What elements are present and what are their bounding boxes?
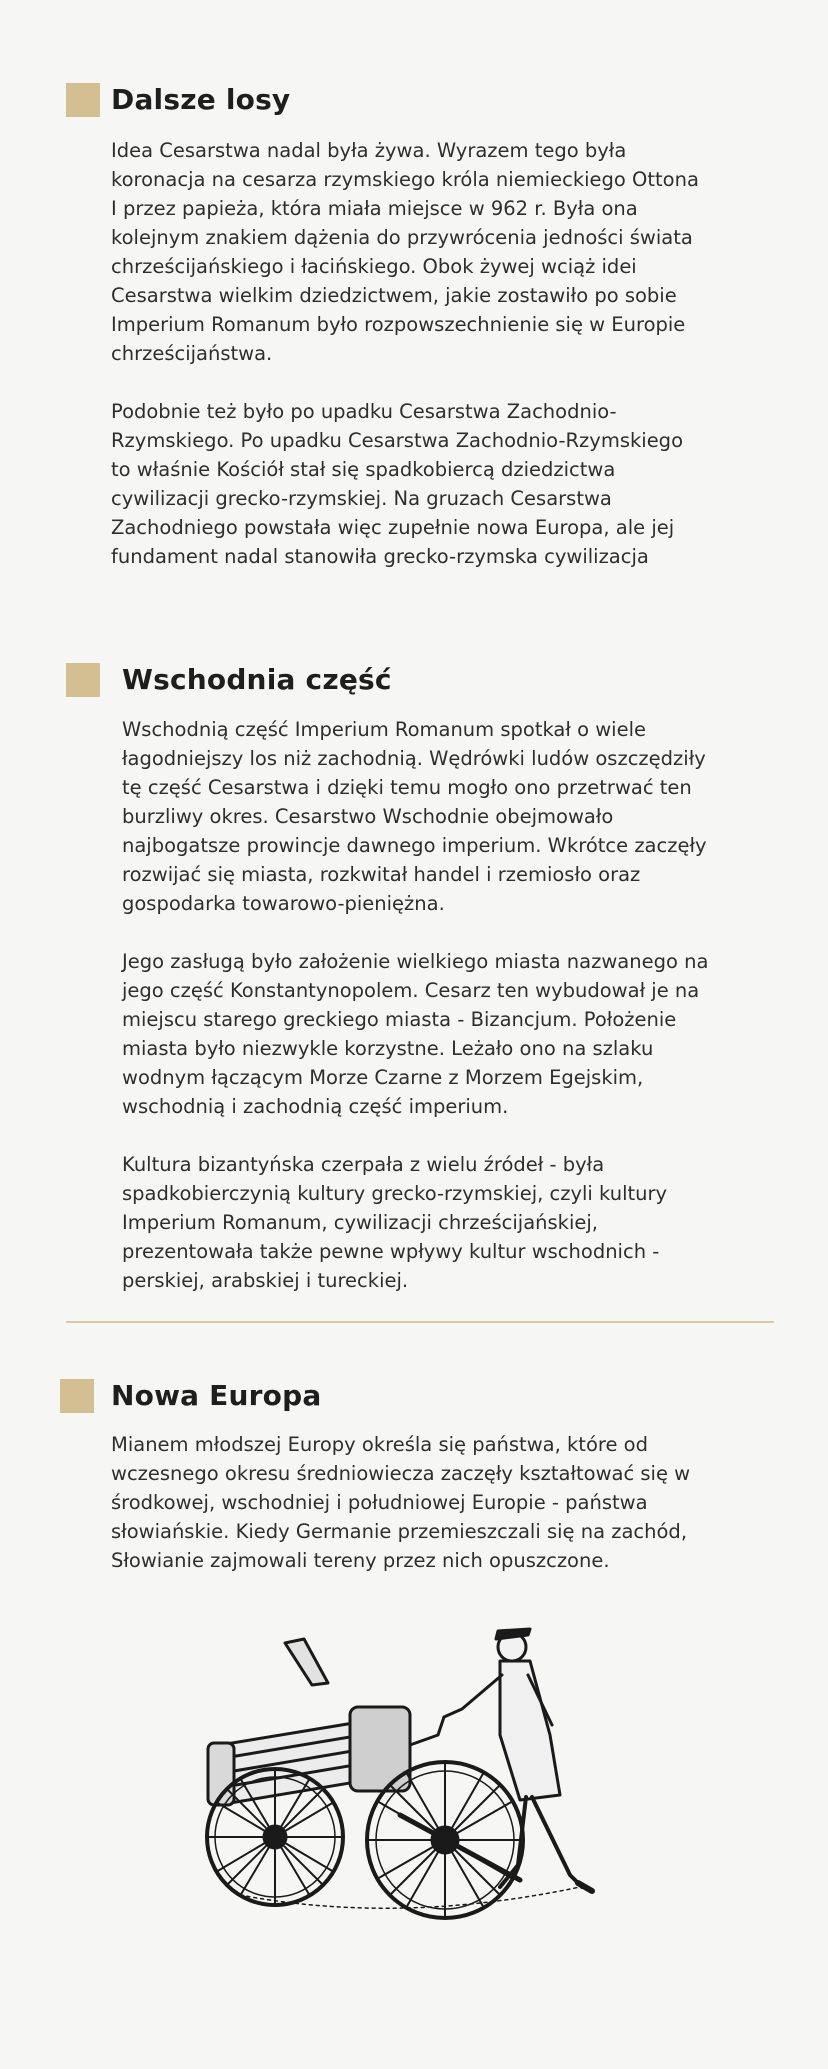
section-title: Nowa Europa [111, 1379, 322, 1412]
gatling-gun-illustration [200, 1625, 620, 1935]
paragraph: Jego zasługą było założenie wielkiego miasta nazwanego na jego część Konstantynopolem. Cesarz ten wybudował je na miejscu starego greckiego miasta - Bizancjum. Położenie miasta było niezwykle korzystne. Leżało ono na szlaku wodnym łączącym Morze Czarne z Morzem Egejskim, wschodnią i zachodnią część imperium. [122, 950, 709, 1118]
paragraph: Wschodnią część Imperium Romanum spotkał o wiele łagodniejszy los niż zachodnią. Wędrówki ludów oszczędziły tę część Cesarstwa i dzięki temu mogło ono przetrwać ten burzliwy okres. Cesarstwo Wschodnie obejmowało najbogatsze prowincje dawnego imperium. Wkrótce zaczęły rozwijać się miasta, rozkwitał handel i rzemiosło oraz gospodarka towarowo-pieniężna. [122, 718, 707, 915]
paragraph: Kultura bizantyńska czerpała z wielu źródeł - była spadkobierczynią kultury grecko-rzymskiej, czyli kultury Imperium Romanum, cywilizacji chrześcijańskiej, prezentowała także pewne wpływy kultur wschodnich - perskiej, arabskiej i tureckiej. [122, 1153, 668, 1292]
section-marker [66, 663, 100, 697]
section-marker [66, 83, 100, 117]
paragraph: Idea Cesarstwa nadal była żywa. Wyrazem tego była koronacja na cesarza rzymskiego króla niemieckiego Ottona I przez papieża, która miała miejsce w 962 r. Była ona kolejnym znakiem dążenia do przywrócenia jedności świata chrześcijańskiego i łacińskiego. Obok żywej wciąż idei Cesarstwa wielkim dziedzictwem, jakie zostawiło po sobie Imperium Romanum było rozpowszechnienie się w Europie chrześcijaństwa. [111, 139, 699, 365]
section-title: Dalsze losy [111, 83, 291, 116]
section-divider [66, 1321, 774, 1323]
section-marker [60, 1379, 94, 1413]
paragraph: Podobnie też było po upadku Cesarstwa Zachodnio- Rzymskiego. Po upadku Cesarstwa Zachodnio-Rzymskiego to właśnie Kościół stał się spadkobiercą dziedzictwa cywilizacji grecko-rzymskiej. Na gruzach Cesarstwa Zachodniego powstała więc zupełnie nowa Europa, ale jej fundament nadal stanowiła grecko-rzymska cywilizacja [111, 400, 683, 568]
section-title: Wschodnia część [122, 663, 392, 696]
paragraph: Mianem młodszej Europy określa się państwa, które od wczesnego okresu średniowiecza zaczęły kształtować się w środkowej, wschodniej i południowej Europie - państwa słowiańskie. Kiedy Germanie przemieszczali się na zachód, Słowianie zajmowali tereny przez nich opuszczone. [111, 1433, 691, 1572]
